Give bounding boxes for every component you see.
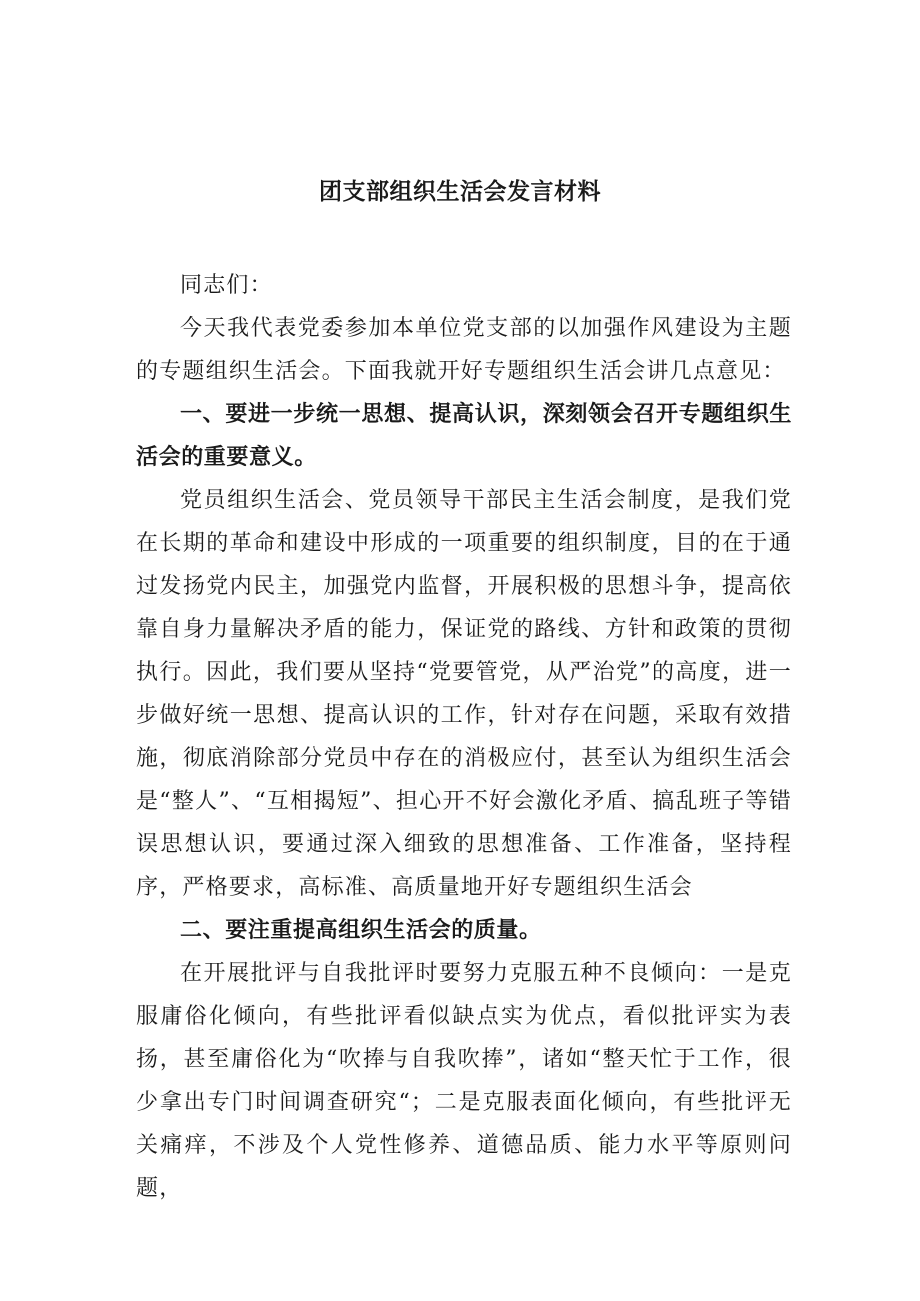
paragraph-section-1: 党员组织生活会、党员领导干部民主生活会制度，是我们党在长期的革命和建设中形成的一项重要的组织制度，目的在于通过发扬党内民主，加强党内监督，开展积极的思想斗争，提高依靠自身力量解决矛盾的能力，保证党的路线、方针和政策的贯彻执行。因此，我们要从坚持“党要管党，从严治党”的高度，进一步做好统一思想、提高认识的工作，针对存在问题，采取有效措施，彻底消除部分党员中存在的消极应付，甚至认为组织生活会是“整人”、“互相揭短”、担心开不好会激化矛盾、搞乱班子等错误思想认识，要通过深入细致的思想准备、工作准备，坚持程序，严格要求，高标准、高质量地开好专题组织生活会 xyxy=(136,488,792,900)
section-heading-2: 二、要注重提高组织生活会的质量。 xyxy=(180,918,542,943)
paragraph-section-2: 在开展批评与自我批评时要努力克服五种不良倾向：一是克服庸俗化倾向，有些批评看似缺点实为优点，看似批评实为表扬，甚至庸俗化为“吹捧与自我吹捧”，诸如“整天忙于工作，很少拿出专门时间调查研究“；二是克服表面化倾向，有些批评无关痛痒，不涉及个人党性修养、道德品质、能力水平等原则问题， xyxy=(136,961,792,1201)
paragraph-intro: 今天我代表党委参加本单位党支部的以加强作风建设为主题的专题组织生活会。下面我就开好专题组织生活会讲几点意见： xyxy=(136,316,792,384)
section-heading-1: 一、要进一步统一思想、提高认识，深刻领会召开专题组织生活会的重要意义。 xyxy=(136,402,792,470)
document-body xyxy=(136,264,792,1210)
salutation: 同志们： xyxy=(180,273,273,298)
document-title: 团支部组织生活会发言材料 xyxy=(319,179,601,205)
